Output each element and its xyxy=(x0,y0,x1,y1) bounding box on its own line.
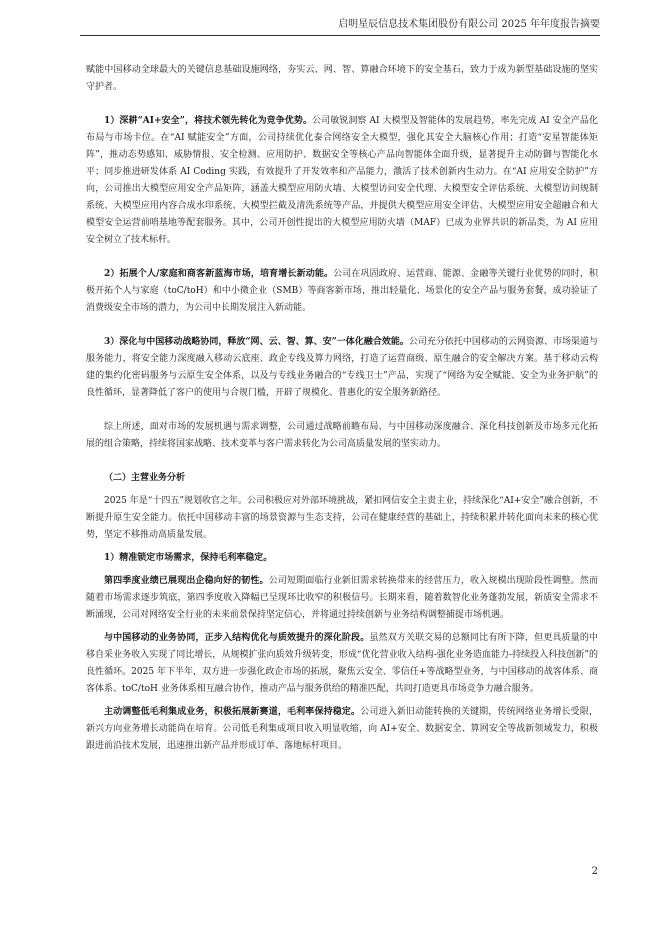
page-number: 2 xyxy=(591,866,598,877)
paragraph-new-markets xyxy=(86,266,598,317)
summary-paragraph: 综上所述，面对市场的发展机遇与需求调整，公司通过战略前瞻布局、与中国移动深度融合、深化科技创新及市场多元化拓展的组合策略，持续将国家战略、技术变革与客户需求转化为公司高质量发展的坚实动力。 xyxy=(86,422,598,449)
paragraph-body: 公司在巩固政府、运营商、能源、金融等关键行业优势的同时，积极开拓个人与家庭（toC/toH）和中小微企业（SMB）等商客新市场，推出轻量化、场景化的安全产品与服务套餐，成功验证了消费级安全市场的潜力，为公司中长期发展注入新动能。 xyxy=(86,269,598,313)
page-content xyxy=(86,62,598,755)
subsection-title-market-demand: 1）精准锁定市场需求，保持毛利率稳定。 xyxy=(104,553,273,563)
paragraph-body: 公司进入新旧动能转换的关键期，传统网络业务增长受限，新兴方向业务增长动能尚在培育。公司低毛利集成项目收入明显收缩，向 AI+安全、数据安全、算网安全等战新领域发力，积极跟进前沿技术发展，迅速推出新产品并形成订单、落地标杆项目。 xyxy=(86,707,598,751)
paragraph-business-synergy xyxy=(86,630,598,698)
paragraph-heading: 2）拓展个人/家庭和商客新蓝海市场，培育增长新动能。 xyxy=(104,269,334,279)
paragraph-heading: 主动调整低毛利集成业务，积极拓展新赛道，毛利率保持稳定。 xyxy=(104,707,361,717)
paragraph-china-mobile-synergy xyxy=(86,334,598,402)
paragraph-heading: 1）深耕“AI+安全”，将技术领先转化为竞争优势。 xyxy=(104,116,313,126)
paragraph-heading: 与中国移动的业务协同，正步入结构优化与质效提升的深化阶段。 xyxy=(104,633,370,643)
business-intro-paragraph: 2025 年是“十四五”规划收官之年。公司积极应对外部环境挑战，紧扣网信安全主责主业，持续深化“AI+安全”融合创新，不断提升原生安全能力。依托中国移动丰富的场景资源与生态支持，公司在健康经营的基础上，持续积累并转化面向未来的核心优势，坚定不移推动高质量发展。 xyxy=(86,496,598,540)
paragraph-gross-margin xyxy=(86,704,598,755)
paragraph-q4-performance xyxy=(86,573,598,624)
report-header xyxy=(80,18,600,36)
report-title: 启明星辰信息技术集团股份有限公司 2025 年年度报告摘要 xyxy=(338,19,600,30)
paragraph-body: 公司敏锐洞察 AI 大模型及智能体的发展趋势，率先完成 AI 安全产品化布局与市场卡位。在“AI 赋能安全”方面，公司持续优化泰合网络安全大模型，强化其安全大脑核心作用；打造“安星智能体矩阵”，推动态势感知、威胁情报、安全检测、应用防护、数据安全等核心产品向智能体全面升级，显著提升主动防御与智能化水平；同步推进研发体系 AI Coding 实践，有效提升了开发效率和产品能力，激活了技术创新内生动力。在“AI 应用安全防护”方向，公司推出大模型应用安全产品矩阵，涵盖大模型应用防火墙、大模型访问安全代理、大模型安全评估系统、大模型访问规制系统、大模型应用内容合成水印系统、大模型拦截及清洗系统等产品，并提供大模型应用安全评估、大模型应用安全超融合和大模型安全运营前哨基地等配套服务。其中，公司开创性提出的大模型应用防火墙（MAF）已成为业界共识的新品类，为 AI 应用安全树立了技术标杆。 xyxy=(86,116,598,245)
paragraph-ai-security xyxy=(86,113,598,249)
paragraph-body: 公司短期面临行业新旧需求转换带来的经营压力，收入规模出现阶段性调整。然而随着市场需求逐步筑底，第四季度收入降幅已呈现环比收窄的积极信号。长期来看，随着数智化业务蓬勃发展，新质安全需求不断涌现，公司对网络安全行业的未来前景保持坚定信心，并将通过持续创新与业务结构调整捕捉市场机遇。 xyxy=(86,576,598,620)
paragraph-body: 公司充分依托中国移动的云网资源、市场渠道与服务能力，将安全能力深度融入移动云底座、政企专线及算力网络，打造了运营商级、原生融合的安全解决方案。基于移动云构建的集约化密码服务与云原生安全体系，以及与专线业务融合的“专线卫士”产品，实现了“网络为安全赋能、安全为业务护航”的良性循环，显著降低了客户的使用与合规门槛，开辟了规模化、普惠化的安全服务新路径。 xyxy=(86,337,598,398)
intro-paragraph: 赋能中国移动全球最大的关键信息基础设施网络，夯实云、网、智、算融合环境下的安全基石，致力于成为新型基础设施的坚实守护者。 xyxy=(86,65,598,92)
paragraph-heading: 3）深化与中国移动战略协同，释放“网、云、智、算、安”一体化融合效能。 xyxy=(104,337,409,347)
section-title-business-analysis: （二）主营业务分析 xyxy=(104,473,186,483)
paragraph-heading: 第四季度业绩已展现出企稳向好的韧性。 xyxy=(104,576,269,586)
paragraph-body: 虽然双方关联交易的总额同比有所下降，但更具质量的中移自采业务收入实现了同比增长，从规模扩张向质效升级转变，形成“优化营业收入结构-强化业务造血能力-持续投入科技创新”的良性循环。2025 年下半年，双方进一步强化政企市场的拓展，聚焦云安全、零信任+等战略型业务，与中国移动的战客体系、商客体系、toC/toH 业务体系相互融合协作，推动产品与服务供给的精准匹配，共同打造更具市场竞争力融合服务。 xyxy=(86,633,598,694)
